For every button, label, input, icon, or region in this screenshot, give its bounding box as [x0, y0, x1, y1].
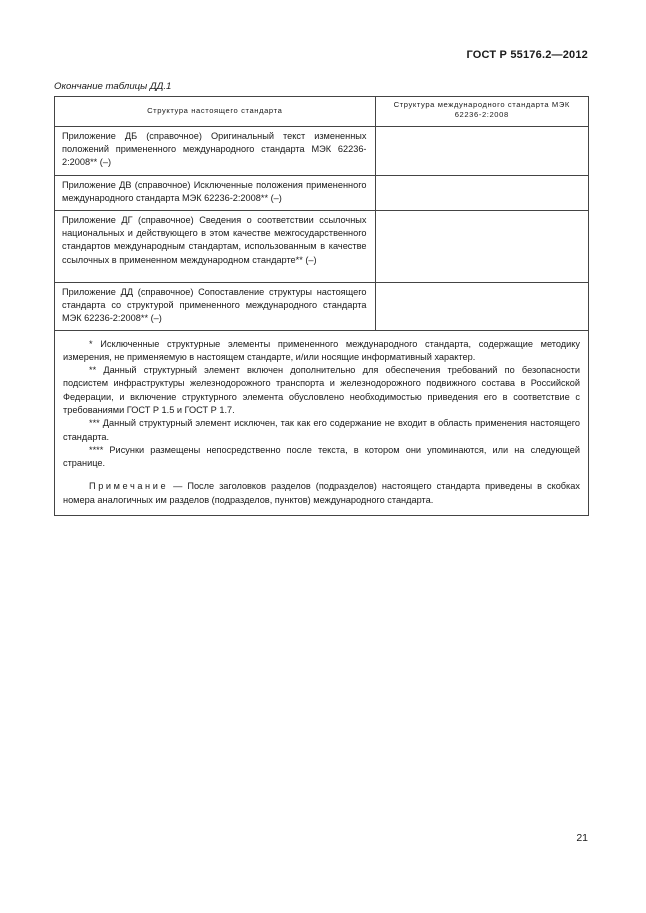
footnote-3: *** Данный структурный элемент исключен, так как его содержание не входит в область применения настоящего стандарта.	[63, 418, 580, 442]
table-cell-current: Приложение ДД (справочное) Сопоставление структуры настоящего стандарта со структурой примененного международного стандарта МЭК 62236-2:2008** (–)	[55, 282, 375, 330]
column-header-current-standard: Структура настоящего стандарта	[55, 97, 375, 126]
table-row	[55, 282, 588, 330]
table-header-row	[55, 97, 588, 126]
note-text: — После заголовков разделов (подразделов) настоящего стандарта приведены в скобках номера аналогичных им разделов (подразделов, пунктов) международного стандарта.	[63, 481, 580, 505]
table-cell-international	[375, 175, 588, 210]
table-cell-international	[375, 282, 588, 330]
table-footnotes	[55, 331, 588, 516]
table-cell-current: Приложение ДБ (справочное) Оригинальный текст измененных положений примененного международного стандарта МЭК 62236-2:2008** (–)	[55, 126, 375, 175]
table-cell-current: Приложение ДГ (справочное) Сведения о соответствии ссылочных национальных и действующего в этом качестве межгосударственного стандартов международным стандартам, использованным в качестве ссылочных в примененном международном стандарте** (–)	[55, 210, 375, 282]
page-number: 21	[576, 832, 588, 844]
footnote-2: ** Данный структурный элемент включен дополнительно для обеспечения требований по безопасности подсистем инфраструктуры железнодорожного транспорта и железнодорожного подвижного состава в Российской Федерации, и включение структурного элемента обусловлено необходимостью приведения его в соответствие с требованиями ГОСТ Р 1.5 и ГОСТ Р 1.7.	[63, 365, 580, 415]
table-row	[55, 210, 588, 282]
table-row	[55, 126, 588, 175]
note-label: Примечание	[89, 481, 169, 492]
footnote-1: * Исключенные структурные элементы примененного международного стандарта, содержащие методику измерения, не применяемую в настоящем стандарте, и/или носящие информативный характер.	[63, 338, 580, 362]
footnote-4: **** Рисунки размещены непосредственно после текста, в котором они упоминаются, или на следующей странице.	[63, 444, 580, 469]
table-row	[55, 175, 588, 210]
document-code: ГОСТ Р 55176.2—2012	[466, 49, 588, 61]
table-cell-current: Приложение ДВ (справочное) Исключенные положения примененного международного стандарта МЭК 62236-2:2008** (–)	[55, 175, 375, 210]
table-grid	[55, 97, 588, 331]
table-cell-international	[375, 126, 588, 175]
table-note	[63, 480, 580, 507]
table-cell-international	[375, 210, 588, 282]
table-caption: Окончание таблицы ДД.1	[54, 81, 172, 92]
column-header-international-standard: Структура международного стандарта МЭК 62236-2:2008	[375, 97, 588, 126]
structure-comparison-table	[54, 96, 589, 516]
